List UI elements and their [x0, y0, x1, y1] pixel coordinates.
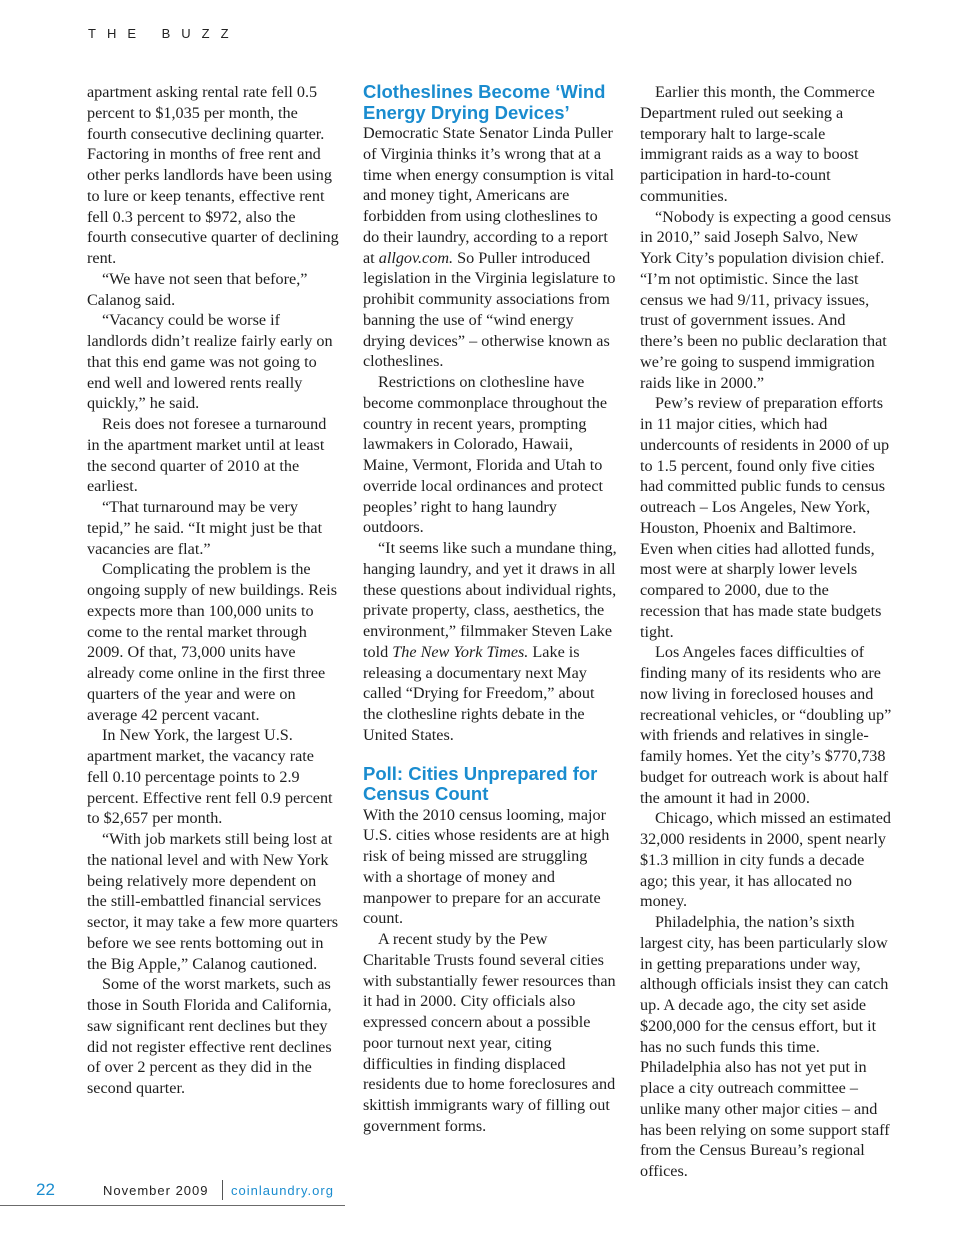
website-link[interactable]: coinlaundry.org: [231, 1183, 334, 1198]
paragraph: Complicating the problem is the ongoing supply of new buildings. Reis expects more than 100,000 units to come to the rental market through 2009. Of that, 73,000 units have already come online in the first three quarters of the year and were on average 42 percent vacant.: [87, 560, 338, 724]
paragraph: “We have not seen that before,” Calanog said.: [87, 269, 308, 309]
paragraph: [363, 123, 617, 372]
paragraph: Restrictions on clothesline have become commonplace throughout the country in recent years, prompting lawmakers in Colorado, Hawaii, Maine, Vermont, Florida and Utah to override local ordinances and protect peoples’ right to hang laundry outdoors.: [363, 373, 608, 537]
paragraph: Some of the worst markets, such as those in South Florida and California, saw significant rent declines but they did not register effective rent declines of over 2 percent as they did in the second quarter.: [87, 975, 332, 1097]
headline-census: Poll: Cities Unprepared for Census Count: [363, 762, 598, 804]
paragraph: With the 2010 census looming, major U.S. cities whose residents are at high risk of being missed are struggling with a shortage of money and manpower to prepare for an accurate count.: [363, 805, 610, 928]
paragraph: A recent study by the Pew Charitable Trusts found several cities with substantially fewer resources than it had in 2000. City officials also expressed concern about a possible poor turnout next year, citing difficulties in finding displaced residents due to home foreclosures and skittish immigrants wary of filling out government forms.: [363, 930, 616, 1135]
paragraph: Chicago, which missed an estimated 32,000 residents in 2000, spent nearly $1.3 million in city funds a decade ago; this year, it has allocated no money.: [640, 809, 892, 911]
headline-clotheslines: Clotheslines Become ‘Wind Energy Drying Devices’: [363, 81, 606, 123]
section-label: THE BUZZ: [88, 26, 240, 41]
paragraph: Earlier this month, the Commerce Department ruled out seeking a temporary halt to large-scale immigrant raids as a way to boost participation in hard-to-count communities.: [640, 83, 875, 205]
footer-divider: [222, 1180, 223, 1200]
issue-date: November 2009: [103, 1183, 209, 1198]
paragraph: Philadelphia, the nation’s sixth largest city, has been particularly slow in getting preparations under way, although officials insist they can catch up. A decade ago, the city set aside $200,000 for the census effort, but it has no such funds this time. Philadelphia also has not yet put in place a city outreach committee – unlike many other major cities – and has been relying on some support staff from the Census Bureau’s regional offices.: [640, 913, 890, 1180]
text-run: Democratic State Senator Linda Puller of Virginia thinks it’s wrong that at a time when energy consumption is vital and money tight, Americans are forbidden from using clotheslines to do their laundry, according to a report at: [363, 124, 615, 267]
column-1: [87, 82, 339, 1099]
paragraph: In New York, the largest U.S. apartment market, the vacancy rate fell 0.10 percentage points to 2.9 percent. Effective rent fell 0.9 percent to $2,657 per month.: [87, 726, 333, 828]
paragraph: [363, 538, 617, 746]
page-number: 22: [36, 1180, 55, 1199]
paragraph: “Vacancy could be worse if landlords didn’t realize fairly early on that this end game was not going to end well and lowered rents really quickly,” he said.: [87, 311, 333, 413]
text-run: Lake is releasing a documentary next May called “Drying for Freedom,” about the clothesline rights debate in the United States.: [363, 642, 595, 744]
newspaper-title: The New York Times.: [392, 642, 529, 661]
source-site: allgov.com.: [378, 248, 454, 267]
column-2: [363, 82, 617, 1137]
paragraph: “That turnaround may be very tepid,” he said. “It might just be that vacancies are flat.”: [87, 498, 323, 558]
paragraph: Reis does not foresee a turnaround in the apartment market until at least the second quarter of 2010 at the earliest.: [87, 415, 327, 496]
text-run: So Puller introduced legislation in the Virginia legislature to prohibit community associations from banning the use of “wind energy drying devices” – otherwise known as clotheslines.: [363, 248, 616, 371]
column-3: [640, 82, 892, 1182]
paragraph: Los Angeles faces difficulties of finding many of its residents who are now living in foreclosed houses and recreational vehicles, or “doubling up” with friends and relatives in single-family homes. Yet the city’s $770,738 budget for outreach work is about half the amount it had in 2000.: [640, 643, 892, 807]
text-run: “It seems like such a mundane thing, hanging laundry, and yet it draws in all these questions about individual rights, private property, class, aesthetics, the environment,” filmmaker Steven Lake told: [363, 539, 617, 661]
paragraph: “With job markets still being lost at the national level and with New York being relatively more dependent on the still-embattled financial services sector, it may take a few more quarters before we see rents bottoming out in the Big Apple,” Calanog cautioned.: [87, 830, 339, 973]
paragraph: “Nobody is expecting a good census in 2010,” said Joseph Salvo, New York City’s population division chief. “I’m not optimistic. Since the last census we had 9/11, privacy issues, trust of government issues. And there’s been no public declaration that we’re going to suspend immigration raids like in 2000.”: [640, 207, 892, 392]
paragraph: apartment asking rental rate fell 0.5 percent to $1,035 per month, the fourth consecutive declining quarter. Factoring in months of free rent and other perks landlords have been using to lure or keep tenants, effective rent fell 0.3 percent to $972, also the fourth consecutive quarter of declining rent.: [87, 83, 339, 267]
paragraph: Pew’s review of preparation efforts in 11 major cities, which had undercounts of residents in 2000 of up to 1.5 percent, found only five cities had committed public funds to census outreach – Los Angeles, New York, Houston, Phoenix and Baltimore. Even when cities had allotted funds, most were at sharply lower levels compared to 2000, due to the recession that has made state budgets tight.: [640, 394, 890, 641]
footer-rule: [0, 1205, 345, 1206]
